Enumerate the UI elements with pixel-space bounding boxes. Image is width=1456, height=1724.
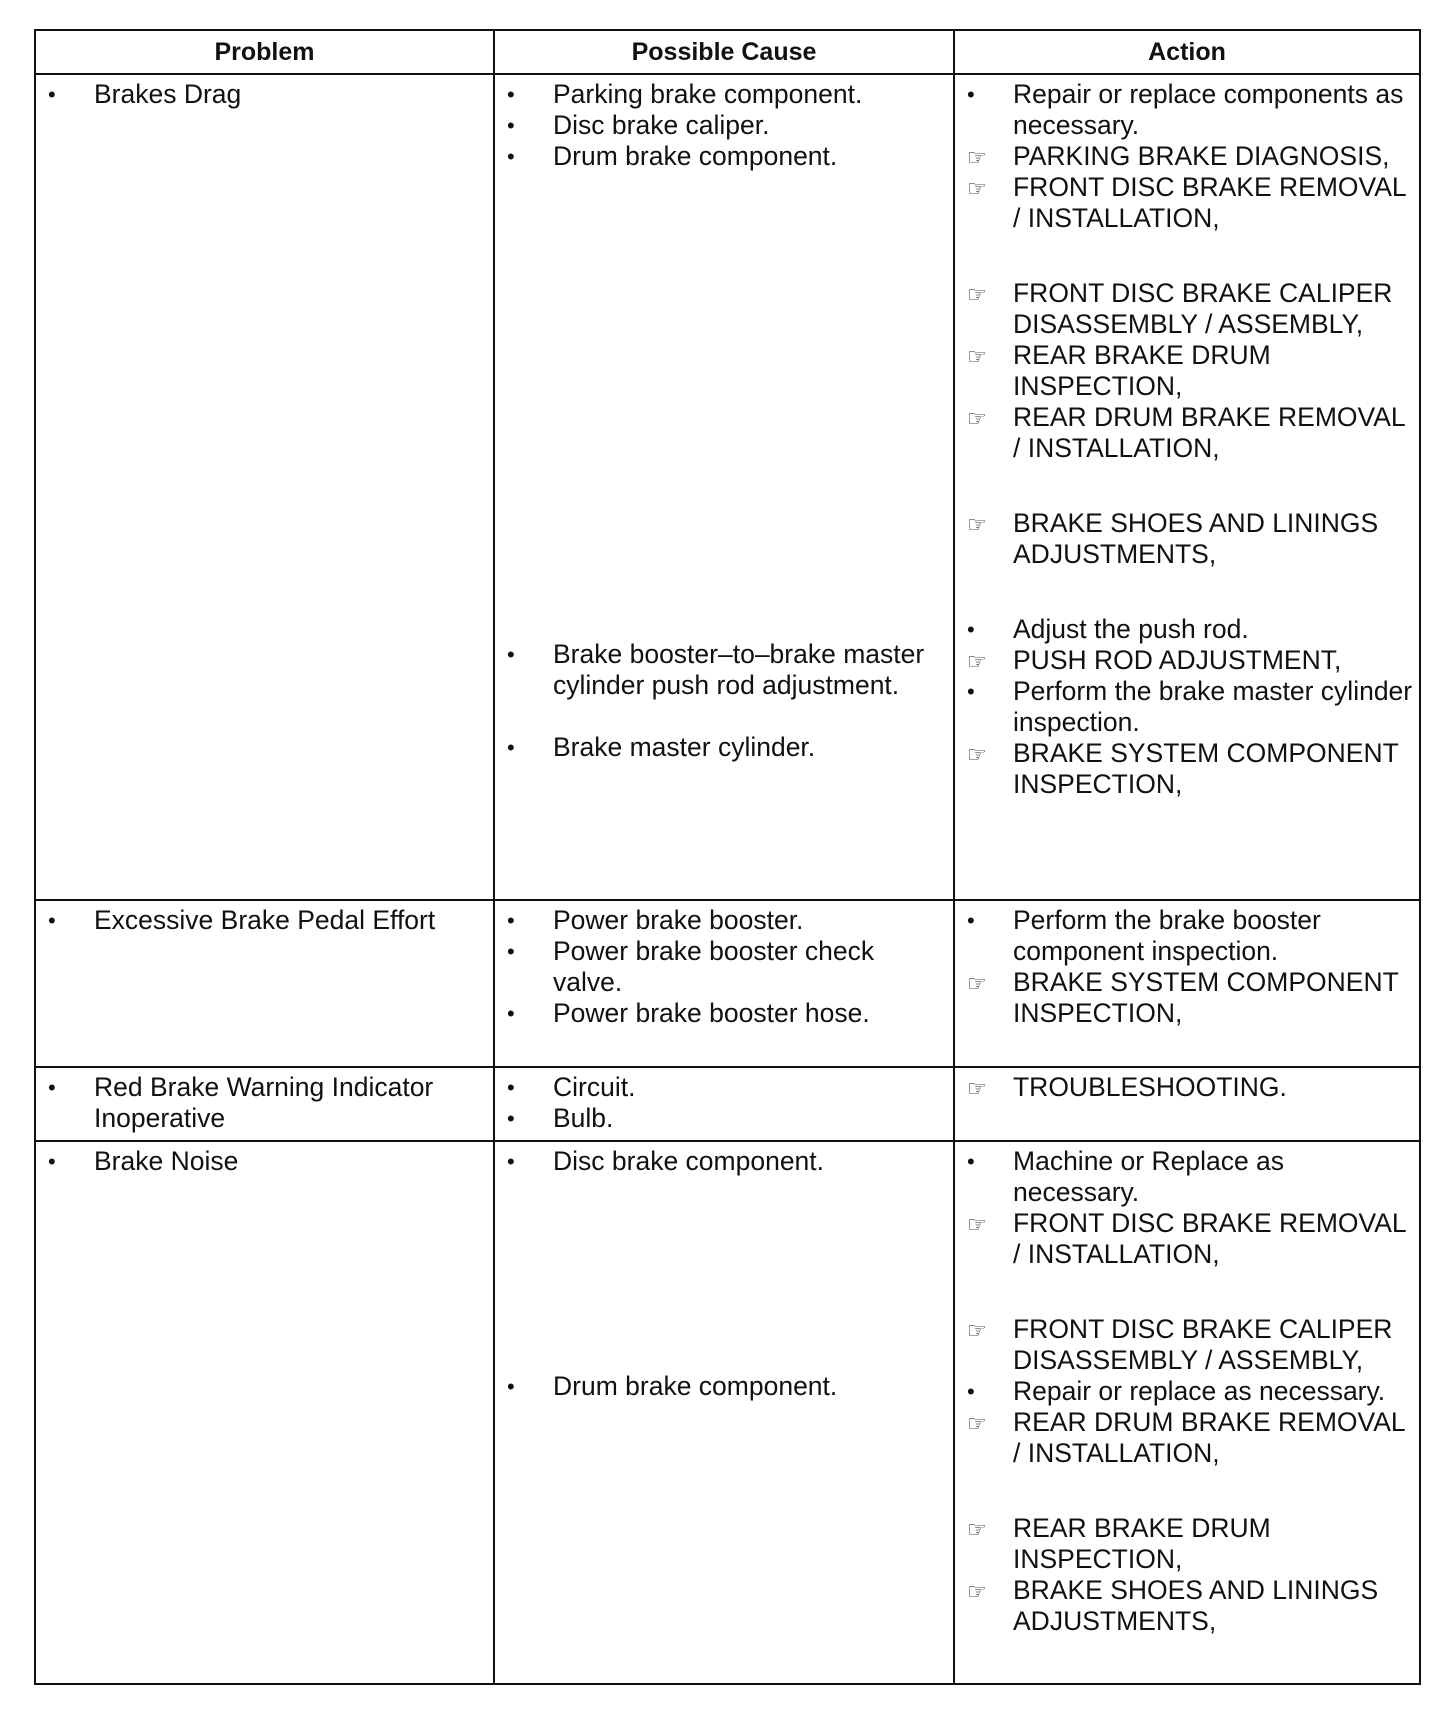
list-item (503, 1072, 947, 1103)
bullet-icon: • (507, 642, 515, 667)
reference-icon: ☞ (967, 145, 987, 170)
list-item (963, 141, 1413, 172)
action-reference: REAR DRUM BRAKE REMOVAL / INSTALLATION, (1013, 1407, 1405, 1468)
table-row (35, 1067, 1420, 1141)
reference-icon: ☞ (967, 1212, 987, 1237)
list-item (503, 639, 947, 701)
list-item (963, 1208, 1413, 1270)
list-item (963, 676, 1413, 738)
action-reference: BRAKE SHOES AND LININGS ADJUSTMENTS, (1013, 1575, 1379, 1636)
header-row (35, 30, 1420, 74)
cause-text: Drum brake component. (553, 141, 838, 171)
list-item (963, 1513, 1413, 1575)
action-reference: REAR BRAKE DRUM INSPECTION, (1013, 1513, 1271, 1574)
action-reference: BRAKE SYSTEM COMPONENT INSPECTION, (1013, 738, 1399, 799)
list-item (963, 645, 1413, 676)
cause-text: Parking brake component. (553, 79, 863, 109)
bullet-icon: • (967, 82, 975, 107)
cause-cell (494, 1067, 954, 1141)
list-item (503, 905, 947, 936)
bullet-icon: • (967, 617, 975, 642)
bullet-icon: • (507, 1106, 515, 1131)
bullet-icon: • (48, 908, 56, 933)
list-item (963, 738, 1413, 800)
reference-icon: ☞ (967, 512, 987, 537)
problem-text: Red Brake Warning Indicator Inoperative (94, 1072, 434, 1133)
bullet-icon: • (48, 82, 56, 107)
action-text: Adjust the push rod. (1013, 614, 1249, 644)
bullet-icon: • (507, 113, 515, 138)
cause-text: Bulb. (553, 1103, 614, 1133)
cause-text: Disc brake component. (553, 1146, 825, 1176)
list-item (963, 614, 1413, 645)
action-reference: REAR BRAKE DRUM INSPECTION, (1013, 340, 1271, 401)
reference-icon: ☞ (967, 1076, 987, 1101)
bullet-icon: • (48, 1149, 56, 1174)
cause-text: Drum brake component. (553, 1371, 838, 1401)
action-reference: PARKING BRAKE DIAGNOSIS, (1013, 141, 1390, 171)
bullet-icon: • (507, 1001, 515, 1026)
cause-cell (494, 74, 954, 900)
list-item (44, 905, 487, 936)
bullet-icon: • (967, 908, 975, 933)
reference-icon: ☞ (967, 406, 987, 431)
reference-icon: ☞ (967, 971, 987, 996)
bullet-icon: • (507, 1075, 515, 1100)
problem-cell (35, 1141, 494, 1684)
action-reference: PUSH ROD ADJUSTMENT, (1013, 645, 1342, 675)
bullet-icon: • (507, 1149, 515, 1174)
action-cell (954, 900, 1420, 1067)
troubleshooting-table (34, 29, 1421, 1685)
bullet-icon: • (507, 908, 515, 933)
cause-text: Power brake booster hose. (553, 998, 870, 1028)
list-item (503, 1103, 947, 1134)
list-item (503, 936, 947, 998)
reference-icon: ☞ (967, 344, 987, 369)
bullet-icon: • (507, 1374, 515, 1399)
list-item (503, 732, 947, 763)
list-item (503, 79, 947, 110)
action-reference: FRONT DISC BRAKE CALIPER DISASSEMBLY / ASSEMBLY, (1013, 278, 1393, 339)
header-action: Action (954, 30, 1420, 74)
cause-text: Brake master cylinder. (553, 732, 816, 762)
action-reference: FRONT DISC BRAKE CALIPER DISASSEMBLY / ASSEMBLY, (1013, 1314, 1393, 1375)
reference-icon: ☞ (967, 1411, 987, 1436)
list-item (963, 1314, 1413, 1376)
action-reference: BRAKE SHOES AND LININGS ADJUSTMENTS, (1013, 508, 1379, 569)
problem-text: Excessive Brake Pedal Effort (94, 905, 436, 935)
action-reference: FRONT DISC BRAKE REMOVAL / INSTALLATION, (1013, 1208, 1406, 1269)
list-item (963, 1407, 1413, 1469)
reference-icon: ☞ (967, 649, 987, 674)
list-item (503, 110, 947, 141)
action-text: Repair or replace components as necessary. (1013, 79, 1404, 140)
cause-text: Brake booster–to–brake master cylinder push rod adjustment. (553, 639, 925, 700)
action-cell (954, 74, 1420, 900)
bullet-icon: • (967, 1379, 975, 1404)
list-item (44, 1072, 487, 1134)
action-text: Perform the brake master cylinder inspection. (1013, 676, 1413, 737)
list-item (503, 141, 947, 172)
list-item (963, 402, 1413, 464)
list-item (963, 1146, 1413, 1208)
reference-icon: ☞ (967, 176, 987, 201)
bullet-icon: • (507, 939, 515, 964)
action-reference: REAR DRUM BRAKE REMOVAL / INSTALLATION, (1013, 402, 1405, 463)
bullet-icon: • (48, 1075, 56, 1100)
list-item (44, 79, 487, 110)
problem-text: Brakes Drag (94, 79, 242, 109)
problem-text: Brake Noise (94, 1146, 239, 1176)
reference-icon: ☞ (967, 742, 987, 767)
list-item (963, 905, 1413, 967)
reference-icon: ☞ (967, 1517, 987, 1542)
header-possible-cause: Possible Cause (494, 30, 954, 74)
action-text: Repair or replace as necessary. (1013, 1376, 1386, 1406)
list-item (44, 1146, 487, 1177)
table-row (35, 74, 1420, 900)
cause-text: Circuit. (553, 1072, 636, 1102)
action-reference: TROUBLESHOOTING. (1013, 1072, 1287, 1102)
list-item (963, 1376, 1413, 1407)
cause-text: Disc brake caliper. (553, 110, 770, 140)
list-item (503, 1146, 947, 1177)
action-reference: BRAKE SYSTEM COMPONENT INSPECTION, (1013, 967, 1399, 1028)
list-item (963, 508, 1413, 570)
list-item (503, 1371, 947, 1402)
problem-cell (35, 1067, 494, 1141)
bullet-icon: • (507, 144, 515, 169)
problem-cell (35, 900, 494, 1067)
action-text: Perform the brake booster component inspection. (1013, 905, 1321, 966)
reference-icon: ☞ (967, 1579, 987, 1604)
list-item (963, 79, 1413, 141)
action-cell (954, 1141, 1420, 1684)
list-item (963, 1072, 1413, 1103)
list-item (963, 1575, 1413, 1637)
cause-cell (494, 900, 954, 1067)
header-problem: Problem (35, 30, 494, 74)
reference-icon: ☞ (967, 282, 987, 307)
action-cell (954, 1067, 1420, 1141)
list-item (963, 967, 1413, 1029)
list-item (503, 998, 947, 1029)
problem-cell (35, 74, 494, 900)
reference-icon: ☞ (967, 1318, 987, 1343)
action-text: Machine or Replace as necessary. (1013, 1146, 1285, 1207)
bullet-icon: • (507, 82, 515, 107)
cause-cell (494, 1141, 954, 1684)
list-item (963, 172, 1413, 234)
bullet-icon: • (507, 735, 515, 760)
bullet-icon: • (967, 1149, 975, 1174)
table-row (35, 900, 1420, 1067)
table-row (35, 1141, 1420, 1684)
cause-text: Power brake booster check valve. (553, 936, 875, 997)
list-item (963, 340, 1413, 402)
bullet-icon: • (967, 679, 975, 704)
action-reference: FRONT DISC BRAKE REMOVAL / INSTALLATION, (1013, 172, 1406, 233)
cause-text: Power brake booster. (553, 905, 804, 935)
list-item (963, 278, 1413, 340)
